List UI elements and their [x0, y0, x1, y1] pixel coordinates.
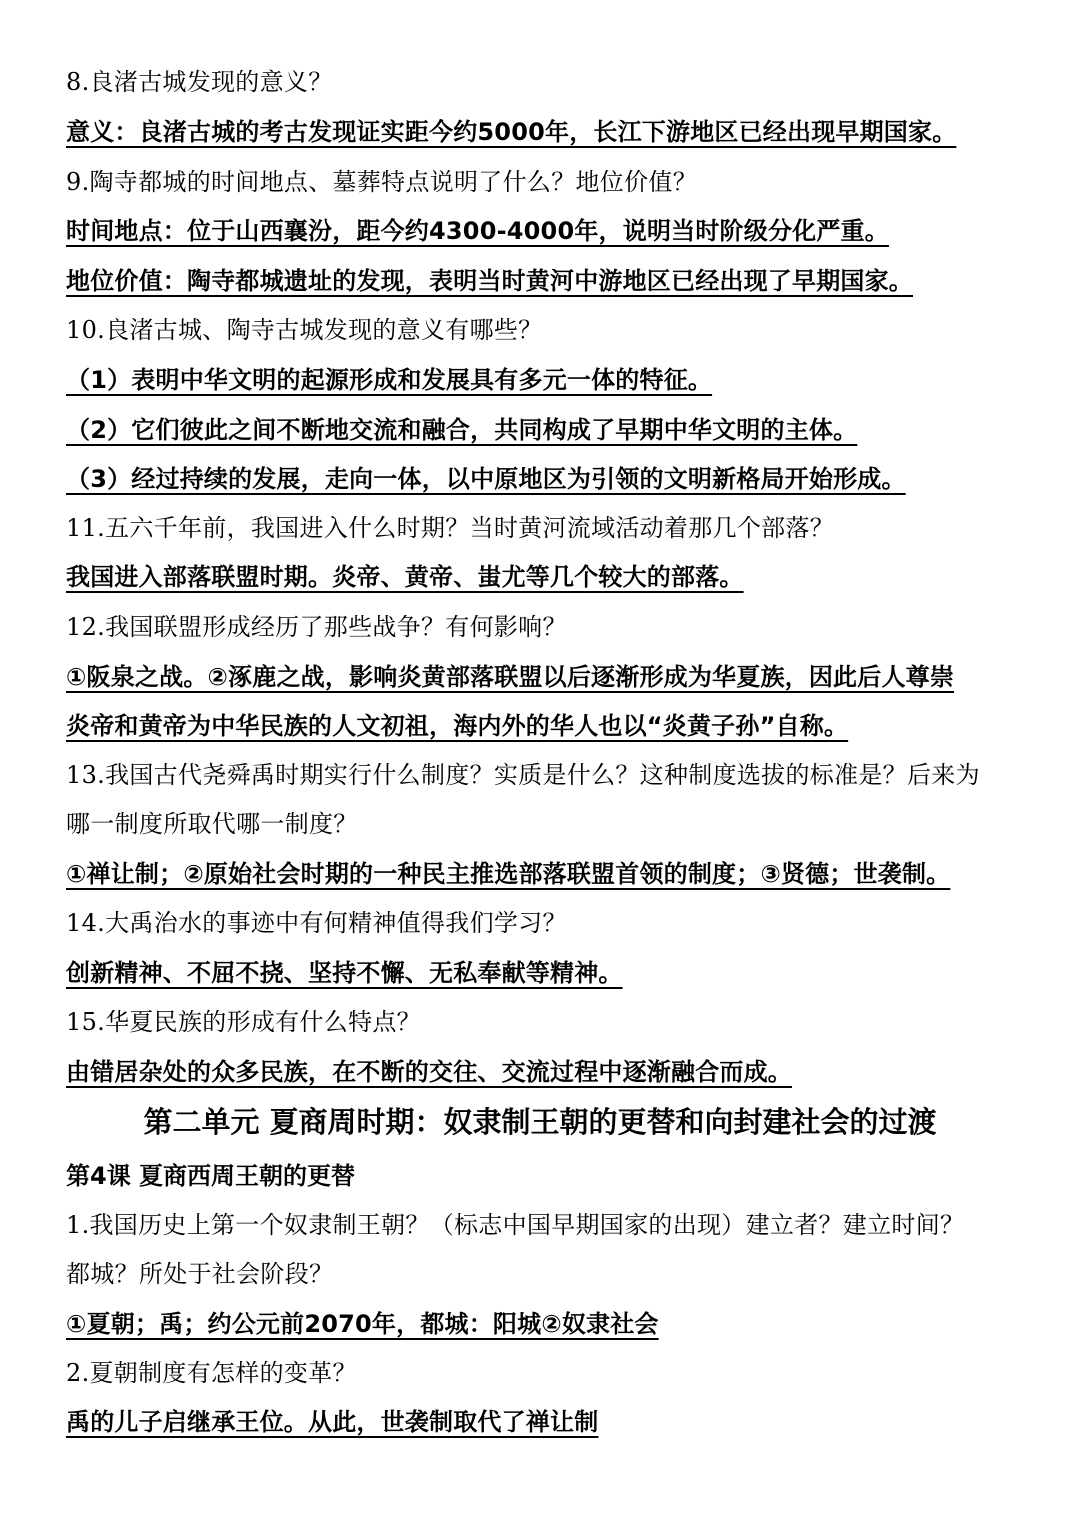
answer-9-value: 地位价值：陶寺都城遗址的发现，表明当时黄河中游地区已经出现了早期国家。	[66, 267, 913, 295]
answer-15: 由错居杂处的众多民族，在不断的交往、交流过程中逐渐融合而成。	[66, 1058, 792, 1086]
unit-heading: 第二单元 夏商周时期：奴隶制王朝的更替和向封建社会的过渡	[143, 1105, 937, 1139]
question-12: 12.我国联盟形成经历了那些战争？有何影响？	[66, 613, 567, 641]
answer-11: 我国进入部落联盟时期。炎帝、黄帝、蚩尤等几个较大的部落。	[66, 563, 744, 591]
answer-8: 意义：良渚古城的考古发现证实距今约5000年，长江下游地区已经出现早期国家。	[66, 118, 957, 146]
answer-lesson4-1: ①夏朝；禹；约公元前2070年，都城：阳城②奴隶社会	[66, 1310, 659, 1338]
answer-10-point-3: （3）经过持续的发展，走向一体，以中原地区为引领的文明新格局开始形成。	[66, 465, 906, 493]
answer-10-point-1: （1）表明中华文明的起源形成和发展具有多元一体的特征。	[66, 366, 713, 394]
question-15: 15.华夏民族的形成有什么特点？	[66, 1008, 421, 1036]
answer-10-point-2: （2）它们彼此之间不断地交流和融合，共同构成了早期中华文明的主体。	[66, 416, 858, 444]
answer-9-time-place: 时间地点：位于山西襄汾，距今约4300-4000年，说明当时阶级分化严重。	[66, 217, 889, 245]
question-lesson4-2: 2.夏朝制度有怎样的变革？	[66, 1359, 357, 1387]
lesson-heading: 第4课 夏商西周王朝的更替	[66, 1162, 356, 1190]
question-13-line-1: 13.我国古代尧舜禹时期实行什么制度？实质是什么？这种制度选拔的标准是？后来为	[66, 761, 980, 789]
question-9: 9.陶寺都城的时间地点、墓葬特点说明了什么？地位价值？	[66, 168, 697, 196]
answer-13: ①禅让制；②原始社会时期的一种民主推选部落联盟首领的制度；③贤德；世袭制。	[66, 860, 951, 888]
question-13-line-2: 哪一制度所取代哪一制度？	[66, 810, 358, 838]
question-lesson4-1-line-1: 1.我国历史上第一个奴隶制王朝？（标志中国早期国家的出现）建立者？建立时间？	[66, 1211, 965, 1239]
answer-lesson4-2: 禹的儿子启继承王位。从此，世袭制取代了禅让制	[66, 1408, 599, 1436]
answer-14: 创新精神、不屈不挠、坚持不懈、无私奉献等精神。	[66, 959, 623, 987]
question-8: 8.良渚古城发现的意义？	[66, 68, 333, 96]
question-10: 10.良渚古城、陶寺古城发现的意义有哪些？	[66, 316, 543, 344]
answer-12-line-2: 炎帝和黄帝为中华民族的人文初祖，海内外的华人也以“炎黄子孙”自称。	[66, 712, 849, 740]
question-lesson4-1-line-2: 都城？所处于社会阶段？	[66, 1260, 334, 1288]
answer-12-line-1: ①阪泉之战。②涿鹿之战，影响炎黄部落联盟以后逐渐形成为华夏族，因此后人尊崇	[66, 663, 955, 691]
question-11: 11.五六千年前，我国进入什么时期？当时黄河流域活动着那几个部落？	[66, 514, 835, 542]
question-14: 14.大禹治水的事迹中有何精神值得我们学习？	[66, 909, 567, 937]
